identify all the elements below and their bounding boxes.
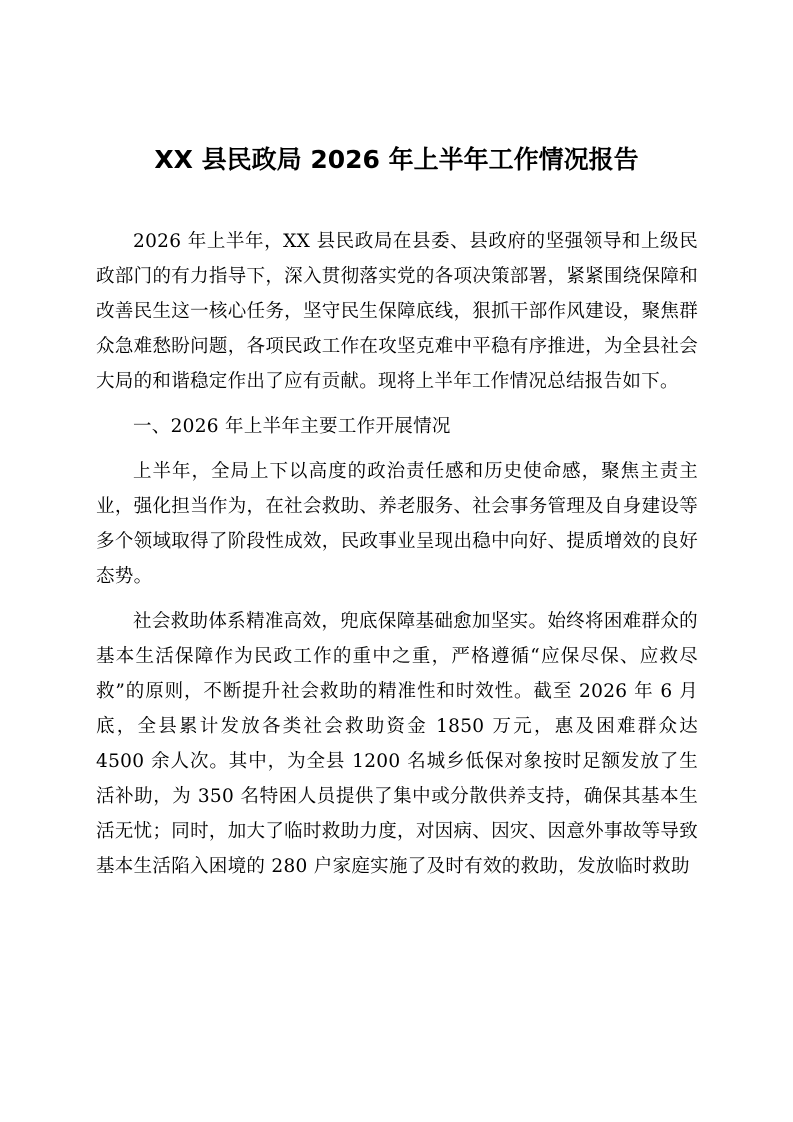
overview-paragraph: 上半年，全局上下以高度的政治责任感和历史使命感，聚焦主责主业，强化担当作为，在社会救助、养老服务、社会事务管理及自身建设等多个领域取得了阶段性成效，民政事业呈现出稳中向好、提质增效的良好态势。 bbox=[96, 461, 698, 587]
social-assistance-paragraph: 社会救助体系精准高效，兜底保障基础愈加坚实。始终将困难群众的基本生活保障作为民政工作的重中之重，严格遵循“应保尽保、应救尽救”的原则，不断提升社会救助的精准性和时效性。截至 2026 年 6 月底，全县累计发放各类社会救助资金 1850 万元，惠及困难群众达 4500 余人次。其中，为全县 1200 名城乡低保对象按时足额发放了生活补助，为 350 名特困人员提供了集中或分散供养支持，确保其基本生活无忧；同时，加大了临时救助力度，对因病、因灾、因意外事故等导致基本生活陷入困境的 280 户家庭实施了及时有效的救助，发放临时救助 bbox=[96, 611, 698, 877]
section-heading: 一、2026 年上半年主要工作开展情况 bbox=[133, 416, 451, 437]
document-title: XX 县民政局 2026 年上半年工作情况报告 bbox=[154, 145, 639, 174]
document-body bbox=[96, 224, 698, 884]
intro-paragraph: 2026 年上半年，XX 县民政局在县委、县政府的坚强领导和上级民政部门的有力指导下，深入贯彻落实党的各项决策部署，紧紧围绕保障和改善民生这一核心任务，坚守民生保障底线，狠抓干部作风建设，聚焦群众急难愁盼问题，各项民政工作在攻坚克难中平稳有序推进，为全县社会大局的和谐稳定作出了应有贡献。现将上半年工作情况总结报告如下。 bbox=[96, 231, 698, 392]
